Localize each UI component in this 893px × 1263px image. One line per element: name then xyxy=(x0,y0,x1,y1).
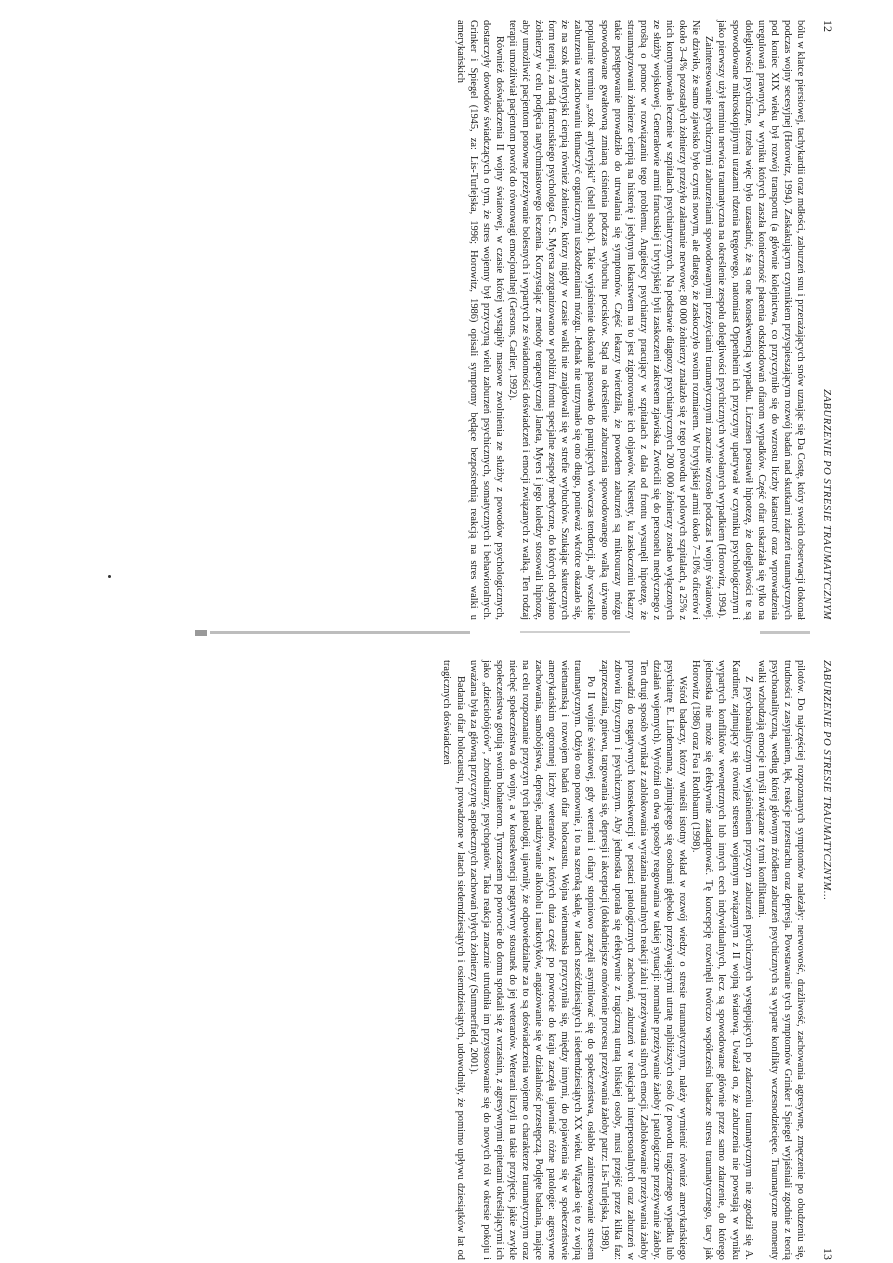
page-body xyxy=(453,20,807,620)
paragraph: Zainteresowanie psychicznymi zaburzeniami spowodowanymi przeżyciami traumatycznymi znacznie wzrosło podczas I wojny światowej. Nie dziwiło, że samo zjawisko było czymś nowym, ale dlatego, że zaskoczyło swoim rozmiarem. W brytyjskiej armii około 7–10% oficerów i około 3–4% pozostałych żołnierzy przeżyło załamanie nerwowe; 80 000 żołnierzy znalazło się z tego powodu w polowych szpitalach, a 25% z nich kontynuowało leczenie w szpitalach psychiatrycznych. Na podstawie diagnozy psychiatrycznych 200 000 żołnierzy zostało wyłączonych ze służby wojskowej. Generałowie armii francuskiej i brytyjskiej byli zaskoczeni zakresem zjawiska. Zwrócili się do personelu medycznego z prośbą o pomoc w rozwiązaniu tego problemu. Angielscy psychiatrzy pracujący w szpitalach z dala od frontu wysunęli hipotezę, że straumatyzowani żołnierze cierpią na histerię i jedynym lekarstwem na to jest zignorowanie ich objawów. Niestety, ku zaskoczeniu lekarzy takie postępowanie prowadziło do utrwalania się symptomów. Część lekarzy twierdziła, że powodem zaburzeń są mikrourazy mózgu spowodowane gwałtowną zmianą ciśnienia podczas wybuchu pocisków. Stąd na określenie zaburzenia spowodowanego walką używano popularnie terminu „szok artyleryjski” (shell shock). Takie wyjaśnienie doskonale pasowało do panujących wówczas tendencji, aby wszelkie zaburzenia w zachowaniu tłumaczyć organicznymi uszkodzeniami mózgu. Jednak nie utrzymało się ono długo, ponieważ wkrótce okazało się, że na szok artyleryjski cierpią również żołnierze, którzy nigdy w czasie walki nie znajdowali się w strefie wybuchów. Szukając skutecznych form terapii, za radą francuskiego psychologa C. S. Myersa zorganizowano w pobliżu frontu specjalne zespoły medyczne, do których odsyłano żołnierzy w celu podjęcia natychmiastowego leczenia. Korzystając z metody terapeutycznej Janeta, Myers i jego koledzy stosowali hipnozę, aby umożliwić pacjentom ponowne przeżywanie bolesnych i wypartych ze świadomości doświadczeń i emocji związanych z walką. Ten rodzaj terapii umożliwiał pacjentom powrót do równowagi emocjonalnej (Gersons, Carlier, 1992). xyxy=(506,20,715,620)
page-number: 12 xyxy=(821,20,835,32)
page-body xyxy=(440,660,807,1260)
page-13 xyxy=(415,660,835,1260)
page-12 xyxy=(415,20,835,620)
paragraph: Również doświadczenia II wojny światowej, w czasie której wystąpiły masowe zwolnienia ze służby z powodów psychologicznych, dostarczyły dowodów świadczących o tym, że stres wojenny był przyczyną wielu zaburzeń psychicznych, somatycznych i behawioralnych. Grinker i Spiegel (1945, za: Lis-Turlejska, 1996; Horowitz, 1986) opisali symptomy będące bezpośrednią reakcją na stres walki u amerykańskich xyxy=(454,20,505,620)
paragraph: Badania ofiar holocaustu, prowadzone w latach siedemdziesiątych i osiemdziesiątych, udowodniły, że pomimo upływu dziesiątków lat od tragicznych doświadczeń xyxy=(441,660,466,1260)
paragraph: Po II wojnie światowej, gdy weterani i ofiary stopniowo zaczęli asymilować się do społeczeństwa, osłabło zainteresowanie stresem traumatycznym. Odżyło ono ponownie, i to na szeroką skalę, w latach sześćdziesiątych i siedemdziesiątych XX wieku. Wiązało się to z wojną wietnamską i rozwojem badań ofiar holocaustu. Wojna wietnamska przyczyniła się, między innymi, do pojawienia się w społeczeństwie amerykańskim ogromnej liczby weteranów, z których duża część po powrocie do kraju zaczęła ujawniać różne patologie: agresywne zachowania, samobójstwa, depresje, nadużywanie alkoholu i narkotyków, angażowanie się w działalność przestępczą. Podjęte badania, mające na celu rozpoznanie przyczyn tych patologii, ujawniły, że odpowiedzialne za to są doświadczenia wojenne o charakterze traumatycznym oraz niechęć społeczeństwa do wojny, a w konsekwencji negatywny stosunek do jej weteranów. Weterani liczyli na takie przyjęcie, jakie zwykle społeczeństwa gotują swoim bohaterom. Tymczasem po powrocie do domu spotkali się z wrzaśnin, z agresywnymi epitetami określającymi ich jako „dzieciobójców”, zbrodniarzy, psychopatów. Taka reakcja znacznie utrudniła im przystosowanie się do nowych ról w okresie pokoju i uważana była za główną przyczynę aspołecznych zachowań byłych żołnierzy (Summerfield, 2001). xyxy=(467,660,597,1260)
page-number: 13 xyxy=(821,1248,835,1260)
page-header xyxy=(813,660,835,1260)
paragraph: bólu w klatce piersiowej, tachykardii oraz mdłości, zaburzeń snu i przerażających snów uznając się Da Costę, który swoich obserwacji dokonał podczas wojny secesyjnej (Horowitz, 1994). Zaskakującym czynnikiem przyspieszającym rozwój badań nad skutkami zdarzeń traumatycznych pod koniec XIX wieku był rozwój transportu (a głównie kolejnictwa, co przyczyniło się do wzrostu liczby katastrof oraz wprowadzenia uregulowań prawnych, w wyniku których zaszła konieczność płacenia odszkodowań ofiarom wypadków. Część ofiar uskarżała się tylko na dolegliwości psychiczne, trzeba więc było uzasadnić, że są one konsekwencją wypadku. Licznsen postawił hipotezę, że dolegliwości te są spowodowane mikroskopijnymi urazami rdzenia kręgowego, natomiast Oppenheim ich przyczyny upatrywał w czynniku psychologicznym i jako pierwszy użył terminu nerwica traumatyczna na określenie zespołu dolegliwości psychicznych wywołanych wypadkiem (Horowitz, 1994). xyxy=(716,20,806,620)
page-header xyxy=(813,20,835,620)
scan-speck xyxy=(108,575,111,578)
page-fold-shadow xyxy=(0,626,893,640)
running-head: ZABURZENIE PO STRESIE TRAUMATYCZNYM... xyxy=(821,660,832,901)
paragraph: Wśród badaczy, którzy wnieśli istotny wkład w rozwój wiedzy o stresie traumatycznym, należy wymienić również amerykańskiego psychiatrę E. Lindemanna, zajmującego się osobami głęboko przeżywającymi utratę najbliższych osób (z powodu tragicznego wypadku lub działań wojennych). Wyróżnił on dwa sposoby reagowania w takiej sytuacji: normalne przeżywanie żałoby i patologiczne przeżywanie żałoby. Ten drugi sposób wynikał z zablokowania wyrażania naturalnych reakcji żalu i przeżywania silnych emocji. Zablokowanie przeżywania żałoby prowadzi do negatywnych konsekwencji w postaci patologicznych zachowań, zaburzeń w reakcjach interpersonalnych oraz zaburzeń w zdrowiu fizycznym i psychicznym. Aby jednostka uporała się efektywnie z tragiczną utratą bliskiej osoby, musi przejść przez kilka faz: zaprzeczania, gniewu, targowania się, depresji i akceptacji (dokładniejsze omówienie procesu przeżywania żałoby patrz: Lis-Turlejska, 1998). xyxy=(598,660,689,1260)
running-head: ZABURZENIE PO STRESIE TRAUMATYCZNYM xyxy=(821,389,832,620)
paragraph: pilotów. Do najczęściej rozpoznanych symptomów należały: nerwowość, drażliwość, zachowania agresywne, zmęczenie po obudzeniu się, trudności z zasypianiem, lęk, reakcje przestrachu oraz depresja. Powstawanie tych symptomów Grinker i Spiegel wyjaśniali zgodnie z teorią psychoanalityczną, według której głównym źródłem zaburzeń psychicznych są wyparte konflikty wczesnodziecięce. Traumatyczne momenty walki wzbudzają emocje i myśli związane z tymi konfliktami. xyxy=(755,660,806,1260)
paragraph: Z psychoanalitycznym wyjaśnieniem przyczyn zaburzeń psychicznych występujących po zdarzeniu traumatycznym nie zgodził się A. Kardiner, zajmujący się również stresem wojennym związanym z II wojną światową. Uważał on, że zaburzenia nie powstają w wyniku wypartych konfliktów wewnętrznych lub innych cech indywidualnych, lecz są spowodowane głównie przez samo zdarzenie, do którego jednostka nie może się efektywnie zaadaptować. Tę koncepcję rozwinęli twórczo współcześni badacze stresu traumatycznego, tacy jak Horowitz (1986) oraz Foa i Rothbaum (1998). xyxy=(690,660,754,1260)
